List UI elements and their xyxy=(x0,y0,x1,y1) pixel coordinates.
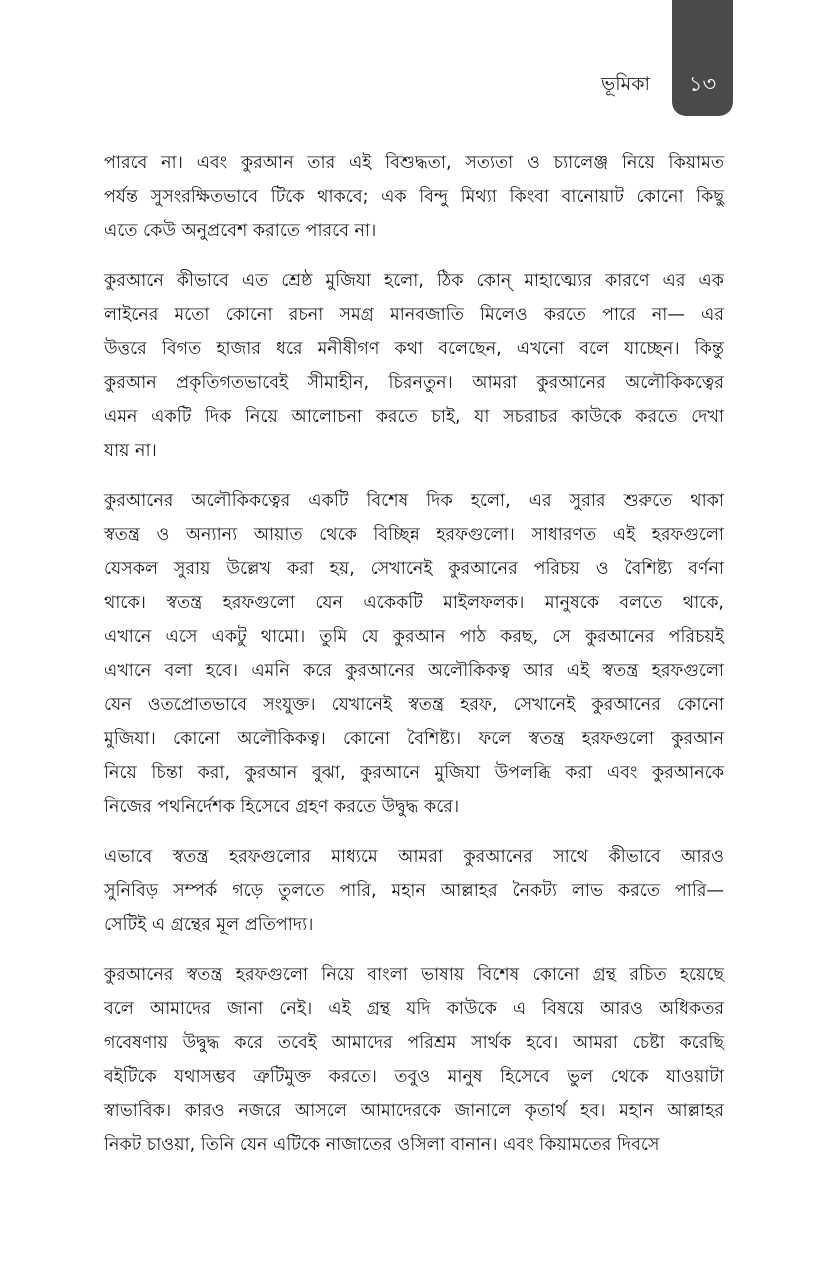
paragraph xyxy=(104,484,724,824)
text-line: থাকে। স্বতন্ত্র হরফগুলো যেন একেকটি মাইলফলক। মানুষকে বলতে থাকে, xyxy=(104,593,724,613)
text-line: যেন ওতপ্রোতভাবে সংযুক্ত। যেখানেই স্বতন্ত্র হরফ, সেখানেই কুরআনের কোনো xyxy=(104,695,724,715)
paragraph xyxy=(104,840,724,942)
running-header: ভূমিকা xyxy=(601,73,650,95)
page-number-tab xyxy=(672,0,733,116)
text-line: নিজের পথনির্দেশক হিসেবে গ্রহণ করতে উদ্বুদ্ধ করে। xyxy=(104,797,460,817)
text-line: কুরআন প্রকৃতিগতভাবেই সীমাহীন, চিরনতুন। আমরা কুরআনের অলৌকিকত্বের xyxy=(104,373,724,393)
text-line: এমন একটি দিক নিয়ে আলোচনা করতে চাই, যা সচরাচর কাউকে করতে দেখা xyxy=(104,407,724,427)
text-line: বইটিকে যথাসম্ভব ত্রুটিমুক্ত করতে। তবুও মানুষ হিসেবে ভুল থেকে যাওয়াটা xyxy=(104,1067,724,1087)
body-text xyxy=(104,146,724,1178)
text-line: উত্তরে বিগত হাজার ধরে মনীষীগণ কথা বলেছেন, এখনো বলে যাচ্ছেন। কিন্তু xyxy=(104,339,724,359)
text-line: কুরআনে কীভাবে এত শ্রেষ্ঠ মুজিযা হলো, ঠিক কোন্ মাহাত্ম্যের কারণে এর এক xyxy=(104,271,724,291)
text-line: গবেষণায় উদ্বুদ্ধ করে তবেই আমাদের পরিশ্রম সার্থক হবে। আমরা চেষ্টা করেছি xyxy=(104,1033,724,1053)
text-line: কুরআনের অলৌকিকত্বের একটি বিশেষ দিক হলো, এর সুরার শুরুতে থাকা xyxy=(104,491,724,511)
text-line: যেসকল সুরায় উল্লেখ করা হয়, সেখানেই কুরআনের পরিচয় ও বৈশিষ্ট্য বর্ণনা xyxy=(104,559,724,579)
text-line: পর্যন্ত সুসংরক্ষিতভাবে টিকে থাকবে; এক বিন্দু মিথ্যা কিংবা বানোয়াট কোনো কিছু xyxy=(104,187,724,207)
text-line: এতে কেউ অনুপ্রবেশ করাতে পারবে না। xyxy=(104,221,377,241)
text-line: সুনিবিড় সম্পর্ক গড়ে তুলতে পারি, মহান আল্লাহর নৈকট্য লাভ করতে পারি— xyxy=(104,881,724,901)
text-line: এখানে বলা হবে। এমনি করে কুরআনের অলৌকিকত্ব আর এই স্বতন্ত্র হরফগুলো xyxy=(104,661,724,681)
text-line: যায় না। xyxy=(104,441,157,461)
paragraph xyxy=(104,958,724,1162)
text-line: এভাবে স্বতন্ত্র হরফগুলোর মাধ্যমে আমরা কুরআনের সাথে কীভাবে আরও xyxy=(104,847,724,867)
text-line: স্বতন্ত্র ও অন্যান্য আয়াত থেকে বিচ্ছিন্ন হরফগুলো। সাধারণত এই হরফগুলো xyxy=(104,525,724,545)
text-line: এখানে এসে একটু থামো। তুমি যে কুরআন পাঠ করছ, সে কুরআনের পরিচয়ই xyxy=(104,627,724,647)
text-line: নিয়ে চিন্তা করা, কুরআন বুঝা, কুরআনে মুজিযা উপলব্ধি করা এবং কুরআনকে xyxy=(104,763,724,783)
paragraph xyxy=(104,264,724,468)
text-line: নিকট চাওয়া, তিনি যেন এটিকে নাজাতের ওসিলা বানান। এবং কিয়ামতের দিবসে xyxy=(104,1135,660,1155)
paragraph xyxy=(104,146,724,248)
page-number: ১৩ xyxy=(688,72,717,96)
text-line: পারবে না। এবং কুরআন তার এই বিশুদ্ধতা, সত্যতা ও চ্যালেঞ্জ নিয়ে কিয়ামত xyxy=(104,153,724,173)
text-line: সেটিই এ গ্রন্থের মূল প্রতিপাদ্য। xyxy=(104,915,314,935)
text-line: কুরআনের স্বতন্ত্র হরফগুলো নিয়ে বাংলা ভাষায় বিশেষ কোনো গ্রন্থ রচিত হয়েছে xyxy=(104,965,724,985)
text-line: স্বাভাবিক। কারও নজরে আসলে আমাদেরকে জানালে কৃতার্থ হব। মহান আল্লাহর xyxy=(104,1101,724,1121)
text-line: বলে আমাদের জানা নেই। এই গ্রন্থ যদি কাউকে এ বিষয়ে আরও অধিকতর xyxy=(104,999,724,1019)
text-line: মুজিযা। কোনো অলৌকিকত্ব। কোনো বৈশিষ্ট্য। ফলে স্বতন্ত্র হরফগুলো কুরআন xyxy=(104,729,724,749)
text-line: লাইনের মতো কোনো রচনা সমগ্র মানবজাতি মিলেও করতে পারে না— এর xyxy=(104,305,724,325)
